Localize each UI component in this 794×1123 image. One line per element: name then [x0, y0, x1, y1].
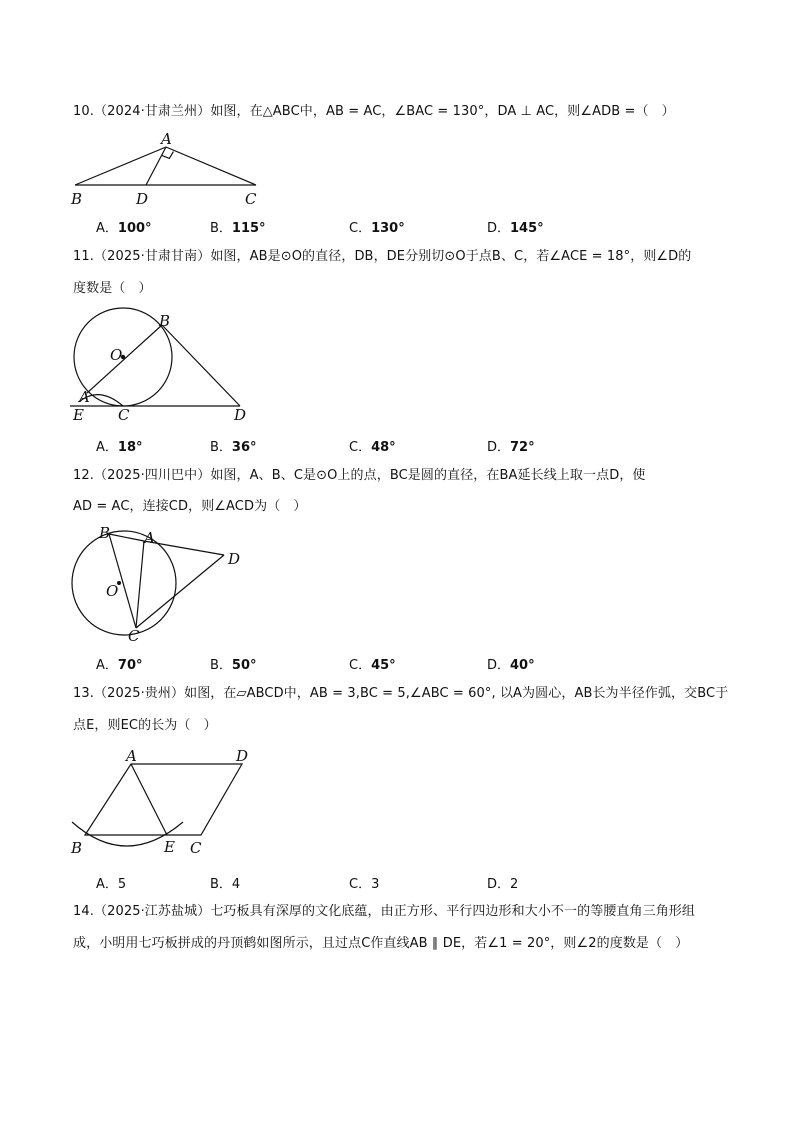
- q13-label-e: E: [164, 838, 175, 856]
- q11-option-a[interactable]: A．18°: [96, 440, 143, 455]
- q11-option-c[interactable]: C．48°: [349, 440, 396, 455]
- q12-option-c[interactable]: C．45°: [349, 658, 396, 673]
- q12-label-d: D: [228, 550, 241, 568]
- q10-option-d[interactable]: D．145°: [487, 221, 544, 236]
- q11-stem-line1: [73, 248, 691, 266]
- q11-circle-tangent-figure: [70, 312, 260, 427]
- q14-text-1: 七巧板具有深厚的文化底蕴，由正方形、平行四边形和大小不一的等腰直角三角形组: [210, 904, 696, 919]
- q12-text-2: AD = AC，连接CD，则∠ACD为（ ）: [73, 499, 307, 514]
- q10-number: 10.: [73, 104, 94, 119]
- q11-label-d: D: [234, 406, 247, 424]
- q10-label-a: A: [161, 130, 172, 148]
- q14-stem-line2: [73, 935, 688, 953]
- q13-label-a: A: [126, 747, 137, 765]
- q10-stem: [73, 103, 675, 121]
- q12-options: [96, 654, 736, 672]
- q10-text: 如图，在△ABC中，AB = AC，∠BAC = 130°，DA ⊥ AC，则∠ADB =（ ）: [210, 104, 675, 119]
- q11-label-o: O: [110, 346, 123, 364]
- q13-label-c: C: [190, 839, 202, 857]
- q13-option-b[interactable]: B．4: [210, 877, 241, 892]
- q12-text-1: 如图，A、B、C是⊙O上的点，BC是圆的直径，在BA延长线上取一点D，使: [210, 468, 646, 483]
- q12-source: （2025·四川巴中）: [93, 468, 211, 483]
- q13-text-2: 点E，则EC的长为（ ）: [73, 718, 217, 733]
- q10-label-b: B: [71, 190, 83, 208]
- q13-label-d: D: [236, 747, 249, 765]
- q12-label-o: O: [106, 582, 119, 600]
- q11-label-e: E: [73, 406, 84, 424]
- q10-option-a[interactable]: A．100°: [96, 221, 152, 236]
- q11-source: （2025·甘肃甘南）: [93, 249, 211, 264]
- q11-label-c: C: [118, 406, 130, 424]
- q12-option-d[interactable]: D．40°: [487, 658, 535, 673]
- q13-label-b: B: [71, 839, 83, 857]
- q12-option-a[interactable]: A．70°: [96, 658, 143, 673]
- q12-stem-line2: [73, 498, 307, 516]
- q12-label-c: C: [128, 627, 140, 645]
- q13-option-c[interactable]: C．3: [349, 877, 380, 892]
- q10-triangle-figure: [70, 128, 270, 208]
- q13-option-a[interactable]: A．5: [96, 877, 127, 892]
- q11-text-2: 度数是（ ）: [73, 281, 152, 296]
- q13-options: [96, 873, 736, 891]
- q10-source: （2024·甘肃兰州）: [93, 104, 211, 119]
- q12-label-b: B: [99, 524, 111, 542]
- q13-option-d[interactable]: D．2: [487, 877, 519, 892]
- q10-option-c[interactable]: C．130°: [349, 221, 405, 236]
- q13-stem-line2: [73, 717, 217, 735]
- q11-options: [96, 436, 736, 454]
- q14-number: 14.: [73, 904, 94, 919]
- q10-label-d: D: [136, 190, 149, 208]
- q11-option-d[interactable]: D．72°: [487, 440, 535, 455]
- q11-label-b: B: [159, 312, 171, 330]
- q12-stem-line1: [73, 467, 646, 485]
- q13-stem-line1: [73, 685, 728, 703]
- q11-stem-line2: [73, 280, 152, 298]
- q12-label-a: A: [144, 529, 155, 547]
- q14-source: （2025·江苏盐城）: [93, 904, 211, 919]
- q10-option-b[interactable]: B．115°: [210, 221, 266, 236]
- q13-text-1: 如图，在▱ABCD中，AB = 3,BC = 5,∠ABC = 60°, 以A为圆心，AB长为半径作弧，交BC于: [184, 686, 729, 701]
- q10-label-c: C: [245, 190, 257, 208]
- q11-label-a: A: [79, 388, 90, 406]
- q13-number: 13.: [73, 686, 94, 701]
- q12-number: 12.: [73, 468, 94, 483]
- q10-options: [96, 217, 736, 235]
- q14-stem-line1: [73, 903, 695, 921]
- q12-circle-figure: [66, 524, 256, 644]
- q11-option-b[interactable]: B．36°: [210, 440, 257, 455]
- q14-text-2: 成，小明用七巧板拼成的丹顶鹤如图所示，且过点C作直线AB ∥ DE，若∠1 = 20°，则∠2的度数是（ ）: [73, 936, 689, 951]
- q13-source: （2025·贵州）: [93, 686, 185, 701]
- q11-number: 11.: [73, 249, 94, 264]
- q13-parallelogram-figure: [66, 745, 266, 860]
- q11-text-1: 如图，AB是⊙O的直径，DB，DE分别切⊙O于点B、C，若∠ACE = 18°，则∠D的: [210, 249, 692, 264]
- q12-option-b[interactable]: B．50°: [210, 658, 257, 673]
